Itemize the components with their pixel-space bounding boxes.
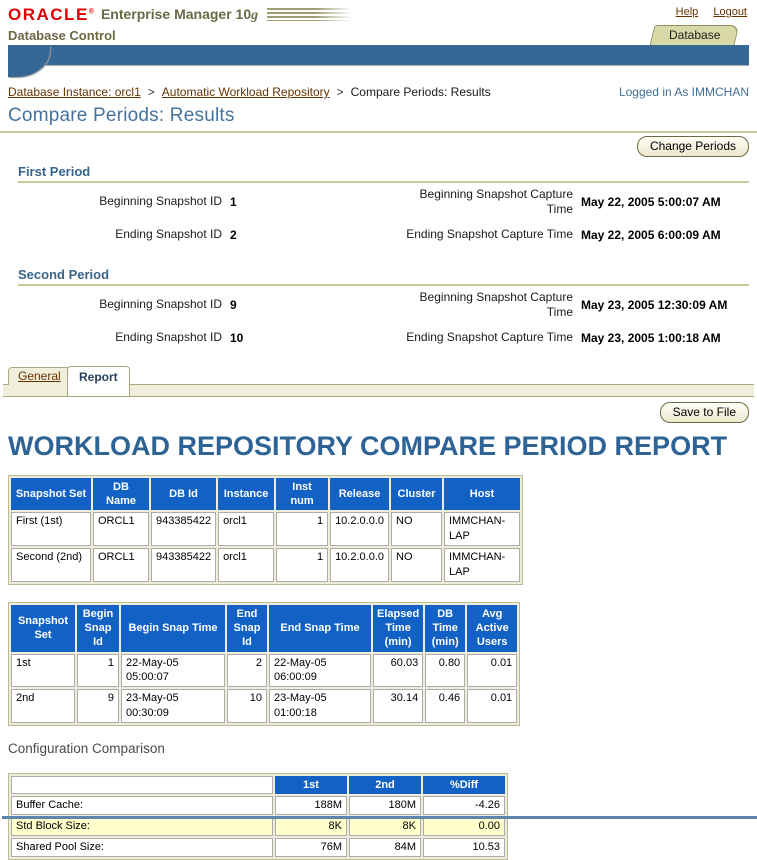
cell: 1 bbox=[276, 512, 328, 546]
help-link[interactable]: Help bbox=[675, 6, 699, 18]
cell: 0.00 bbox=[423, 817, 505, 836]
end-capture-time-value: May 22, 2005 6:00:09 AM bbox=[581, 227, 721, 242]
col-begin-snap-id: Begin Snap Id bbox=[77, 605, 119, 652]
section-rule bbox=[18, 284, 749, 286]
table-row bbox=[11, 654, 517, 688]
col-release: Release bbox=[330, 478, 389, 511]
end-capture-time-label: Ending Snapshot Capture Time bbox=[406, 330, 573, 344]
cell: NO bbox=[391, 512, 442, 546]
col-elapsed-time: Elapsed Time (min) bbox=[373, 605, 423, 652]
breadcrumb-separator: > bbox=[336, 85, 344, 99]
col-instance: Instance bbox=[218, 478, 274, 511]
tab-general-link[interactable]: General bbox=[18, 369, 61, 383]
cell: 0.46 bbox=[425, 689, 465, 723]
db-info-table bbox=[8, 475, 523, 585]
cell: IMMCHAN-LAP bbox=[444, 512, 520, 546]
col-end-snap-id: End Snap Id bbox=[227, 605, 267, 652]
begin-capture-time-value: May 22, 2005 5:00:07 AM bbox=[581, 194, 721, 209]
col-db-time: DB Time (min) bbox=[425, 605, 465, 652]
config-label: Buffer Cache: bbox=[11, 796, 273, 815]
end-snapshot-id-value: 2 bbox=[230, 227, 237, 242]
cell: IMMCHAN-LAP bbox=[444, 548, 520, 582]
save-to-file-button[interactable]: Save to File bbox=[660, 402, 749, 423]
cell: 60.03 bbox=[373, 654, 423, 688]
second-period-section bbox=[0, 267, 757, 354]
cell: 2 bbox=[227, 654, 267, 688]
cell: 22-May-05 06:00:09 bbox=[269, 654, 371, 688]
cell: ORCL1 bbox=[93, 512, 149, 546]
section-rule bbox=[18, 181, 749, 183]
table-row-highlighted bbox=[11, 817, 505, 836]
cell: 8K bbox=[349, 817, 421, 836]
snapshot-table bbox=[8, 602, 520, 726]
cell: 10.53 bbox=[423, 838, 505, 857]
end-capture-time-label: Ending Snapshot Capture Time bbox=[406, 227, 573, 241]
col-snapshot-set: Snapshot Set bbox=[11, 605, 75, 652]
begin-snapshot-id-value: 1 bbox=[230, 194, 237, 209]
col-avg-active-users: Avg Active Users bbox=[467, 605, 517, 652]
col-cluster: Cluster bbox=[391, 478, 442, 511]
banner-swoosh bbox=[8, 45, 749, 65]
cell: First (1st) bbox=[11, 512, 91, 546]
breadcrumb-database-instance[interactable]: Database Instance: orcl1 bbox=[8, 85, 141, 99]
col-2nd: 2nd bbox=[349, 776, 421, 794]
tab-general[interactable] bbox=[8, 367, 71, 385]
period-row bbox=[0, 321, 757, 354]
table-header-row bbox=[11, 776, 505, 794]
cell: 1 bbox=[276, 548, 328, 582]
tab-report[interactable]: Report bbox=[67, 366, 130, 396]
subtitle-row bbox=[0, 28, 757, 44]
col-db-name: DB Name bbox=[93, 478, 149, 511]
period-row bbox=[0, 288, 757, 321]
begin-capture-time-label: Beginning Snapshot Capture Time bbox=[419, 186, 573, 216]
cell: 23-May-05 01:00:18 bbox=[269, 689, 371, 723]
cell: 1st bbox=[11, 654, 75, 688]
begin-snapshot-id-label: Beginning Snapshot ID bbox=[99, 194, 222, 208]
period-row bbox=[0, 218, 757, 251]
col-pct-diff: %Diff bbox=[423, 776, 505, 794]
table-row bbox=[11, 548, 520, 582]
branding-header bbox=[0, 0, 757, 28]
begin-snapshot-id-value: 9 bbox=[230, 297, 237, 312]
cell: -4.26 bbox=[423, 796, 505, 815]
col-host: Host bbox=[444, 478, 520, 511]
col-blank bbox=[11, 776, 273, 794]
col-begin-snap-time: Begin Snap Time bbox=[121, 605, 225, 652]
begin-capture-time-value: May 23, 2005 12:30:09 AM bbox=[581, 297, 728, 312]
end-capture-time-value: May 23, 2005 1:00:18 AM bbox=[581, 330, 721, 345]
decorative-stripes-icon bbox=[267, 8, 355, 21]
table-row bbox=[11, 512, 520, 546]
cell: NO bbox=[391, 548, 442, 582]
breadcrumb bbox=[8, 85, 749, 99]
end-snapshot-id-label: Ending Snapshot ID bbox=[115, 227, 222, 241]
cell: 76M bbox=[275, 838, 347, 857]
cell: 0.01 bbox=[467, 654, 517, 688]
col-1st: 1st bbox=[275, 776, 347, 794]
table-header-row bbox=[11, 605, 517, 652]
config-label: Std Block Size: bbox=[11, 817, 273, 836]
config-label: Shared Pool Size: bbox=[11, 838, 273, 857]
product-title: Enterprise Manager 10g bbox=[100, 5, 259, 23]
col-snapshot-set: Snapshot Set bbox=[11, 478, 91, 511]
begin-capture-time-label: Beginning Snapshot Capture Time bbox=[419, 289, 573, 319]
period-row bbox=[0, 185, 757, 218]
change-periods-button[interactable]: Change Periods bbox=[637, 136, 749, 157]
logged-in-as: Logged in As IMMCHAN bbox=[618, 85, 749, 99]
trademark-symbol: ® bbox=[88, 8, 94, 16]
global-links bbox=[664, 6, 747, 18]
cell: 9 bbox=[77, 689, 119, 723]
end-snapshot-id-label: Ending Snapshot ID bbox=[115, 330, 222, 344]
col-inst-num: Inst num bbox=[276, 478, 328, 511]
database-tab[interactable]: Database bbox=[652, 25, 737, 45]
logout-link[interactable]: Logout bbox=[713, 6, 747, 18]
database-control-label: Database Control bbox=[8, 28, 116, 43]
cell: orcl1 bbox=[218, 512, 274, 546]
cell: 10.2.0.0.0 bbox=[330, 512, 389, 546]
cell: 22-May-05 05:00:07 bbox=[121, 654, 225, 688]
cell: 8K bbox=[275, 817, 347, 836]
cell: 10.2.0.0.0 bbox=[330, 548, 389, 582]
cell: 943385422 bbox=[151, 548, 216, 582]
table-row bbox=[11, 796, 505, 815]
subtab-bar bbox=[0, 371, 757, 397]
cell: 0.01 bbox=[467, 689, 517, 723]
cell: ORCL1 bbox=[93, 548, 149, 582]
configuration-comparison-title: Configuration Comparison bbox=[8, 740, 165, 756]
cell: orcl1 bbox=[218, 548, 274, 582]
report-heading: WORKLOAD REPOSITORY COMPARE PERIOD REPORT bbox=[8, 431, 728, 461]
col-end-snap-time: End Snap Time bbox=[269, 605, 371, 652]
cell: 10 bbox=[227, 689, 267, 723]
cell: 180M bbox=[349, 796, 421, 815]
begin-snapshot-id-label: Beginning Snapshot ID bbox=[99, 297, 222, 311]
cell: 23-May-05 00:30:09 bbox=[121, 689, 225, 723]
breadcrumb-current: Compare Periods: Results bbox=[350, 85, 491, 99]
cell: 1 bbox=[77, 654, 119, 688]
col-db-id: DB Id bbox=[151, 478, 216, 511]
table-row bbox=[11, 838, 505, 857]
cell: 0.80 bbox=[425, 654, 465, 688]
cell: 84M bbox=[349, 838, 421, 857]
cell: 188M bbox=[275, 796, 347, 815]
oracle-logo: ORACLE® bbox=[8, 5, 94, 24]
table-header-row bbox=[11, 478, 520, 511]
breadcrumb-awr[interactable]: Automatic Workload Repository bbox=[161, 85, 330, 99]
table-row bbox=[11, 689, 517, 723]
cell: 30.14 bbox=[373, 689, 423, 723]
first-period-section bbox=[0, 164, 757, 251]
cell: Second (2nd) bbox=[11, 548, 91, 582]
end-snapshot-id-value: 10 bbox=[230, 330, 244, 345]
cell: 2nd bbox=[11, 689, 75, 723]
title-rule bbox=[0, 131, 757, 133]
first-period-title: First Period bbox=[18, 164, 91, 179]
cell: 943385422 bbox=[151, 512, 216, 546]
breadcrumb-separator: > bbox=[147, 85, 155, 99]
second-period-title: Second Period bbox=[18, 267, 110, 282]
page-title: Compare Periods: Results bbox=[8, 105, 235, 126]
